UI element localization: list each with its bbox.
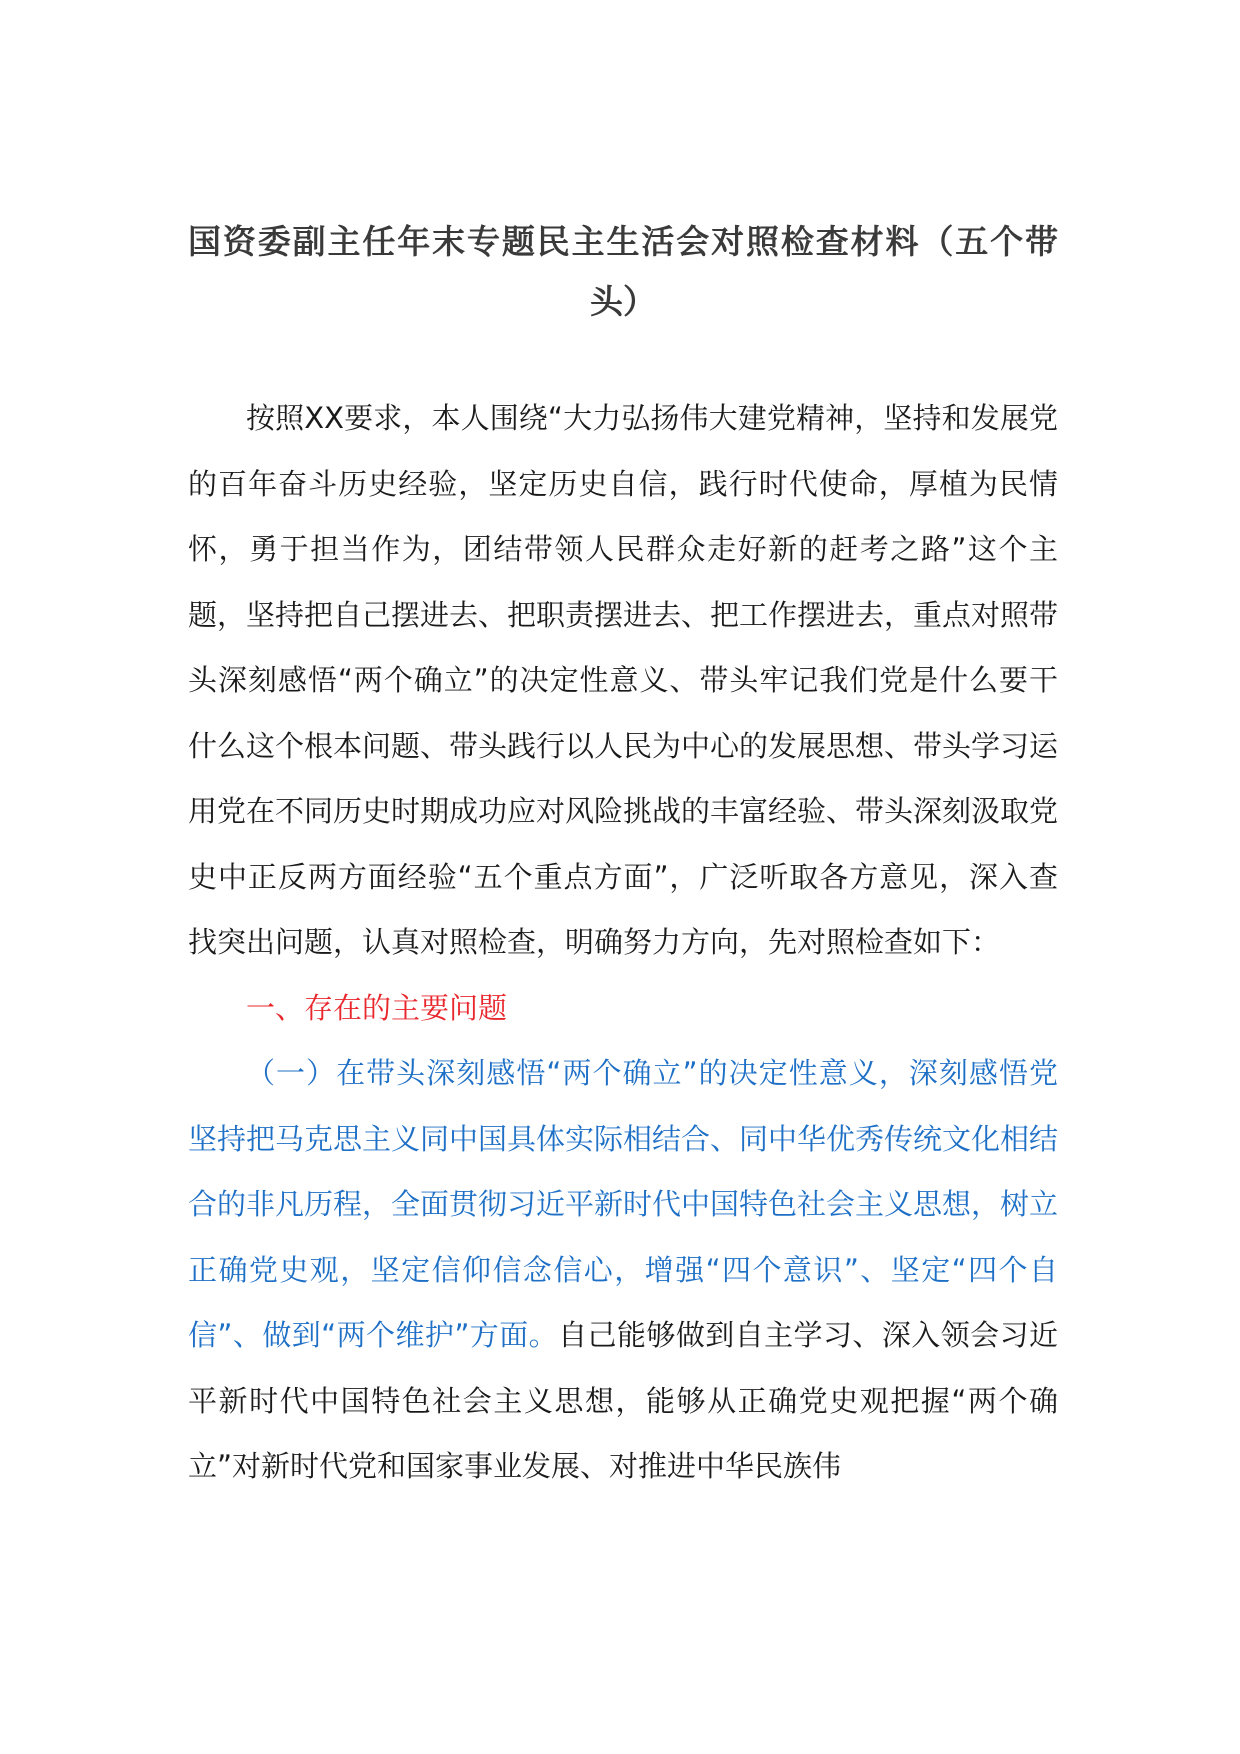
subsection-body: 自己能够做到自主学习、深入领会习近平新时代中国特色社会主义思想，能够从正确党史观把握“两个确立”对新时代党和国家事业发展、对推进中华民族伟 xyxy=(188,1318,1058,1483)
subsection-paragraph xyxy=(188,1041,1058,1500)
intro-paragraph: 按照XX要求，本人围绕“大力弘扬伟大建党精神，坚持和发展党的百年奋斗历史经验，坚定历史自信，践行时代使命，厚植为民情怀，勇于担当作为，团结带领人民群众走好新的赶考之路”这个主题，坚持把自己摆进去、把职责摆进去、把工作摆进去，重点对照带头深刻感悟“两个确立”的决定性意义、带头牢记我们党是什么要干什么这个根本问题、带头践行以人民为中心的发展思想、带头学习运用党在不同历史时期成功应对风险挑战的丰富经验、带头深刻汲取党史中正反两方面经验“五个重点方面”，广泛听取各方意见，深入查找突出问题，认真对照检查，明确努力方向，先对照检查如下： xyxy=(188,401,1059,959)
subsection-heading: （一）在带头深刻感悟“两个确立”的决定性意义，深刻感悟党坚持把马克思主义同中国具体实际相结合、同中华优秀传统文化相结合的非凡历程，全面贯彻习近平新时代中国特色社会主义思想，树立正确党史观，坚定信仰信念信心，增强“四个意识”、坚定“四个自信”、做到“两个维护”方面。 xyxy=(188,1056,1059,1352)
document-title: 国资委副主任年末专题民主生活会对照检查材料（五个带头） xyxy=(188,222,1058,321)
section-heading: 一、存在的主要问题 xyxy=(246,990,508,1025)
document-body xyxy=(188,386,1058,1500)
